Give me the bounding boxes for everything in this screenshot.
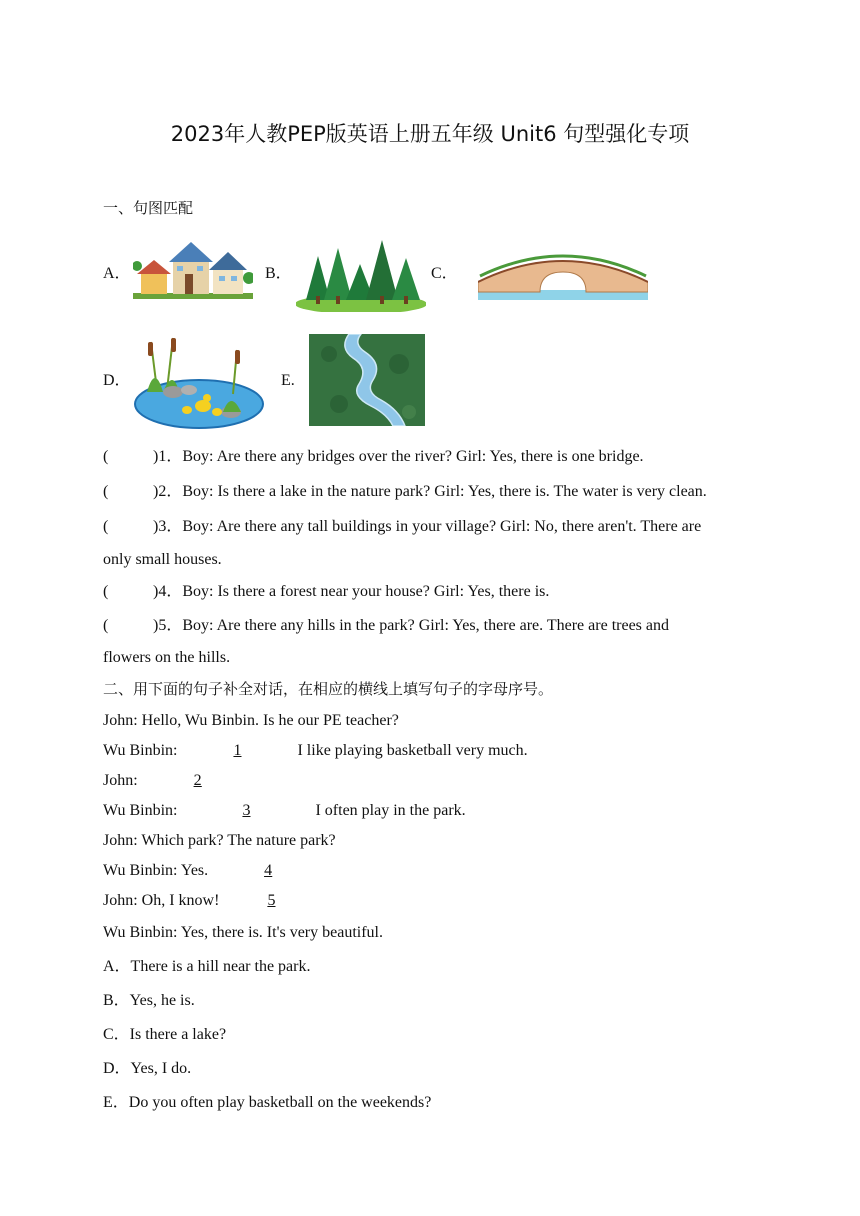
- dialogue-line-1: John: Hello, Wu Binbin. Is he our PE teacher?: [103, 712, 399, 729]
- answer-blank-5[interactable]: 5: [267, 892, 276, 909]
- option-c-label: C．: [431, 265, 458, 282]
- match-item-2: [103, 482, 707, 502]
- choice-d: D．Yes, I do.: [103, 1060, 192, 1077]
- answer-blank-3[interactable]: 3: [242, 802, 251, 819]
- answer-paren[interactable]: (: [103, 617, 109, 634]
- dialogue-line-6: [103, 861, 324, 881]
- page-title: 2023年人教PEP版英语上册五年级 Unit6 句型强化专项: [170, 122, 690, 146]
- speaker: John: Oh, I know!: [103, 892, 224, 909]
- match-item-4: [103, 582, 549, 602]
- item-text: Boy: Are there any tall buildings in your village? Girl: No, there aren't. There are: [182, 518, 702, 535]
- bridge-icon: [478, 246, 648, 300]
- answer-paren[interactable]: (: [103, 448, 109, 465]
- item-text: Boy: Is there a forest near your house? Girl: Yes, there is.: [182, 583, 550, 600]
- speaker: Wu Binbin: Yes.: [103, 862, 213, 879]
- dialogue-line-5: John: Which park? The nature park?: [103, 832, 336, 849]
- section1-heading: 一、句图匹配: [103, 199, 194, 217]
- match-item-5: [103, 616, 669, 636]
- dialogue-text: I often play in the park.: [311, 802, 466, 819]
- match-item-3-continued: only small houses.: [103, 551, 222, 568]
- item-text: Boy: Are there any hills in the park? Girl: Yes, there are. There are trees and: [182, 617, 669, 634]
- choice-e: E．Do you often play basketball on the weekends?: [103, 1094, 432, 1111]
- answer-blank-2[interactable]: 2: [193, 772, 202, 789]
- item-number: )3．: [153, 518, 183, 535]
- forest-icon: [296, 234, 426, 312]
- match-item-5-continued: flowers on the hills.: [103, 649, 231, 666]
- answer-paren[interactable]: (: [103, 518, 109, 535]
- item-number: )2．: [153, 483, 183, 500]
- item-number: )1．: [153, 448, 183, 465]
- answer-paren[interactable]: (: [103, 583, 109, 600]
- dialogue-line-3: [103, 771, 254, 791]
- item-number: )4．: [153, 583, 183, 600]
- river-icon: [309, 334, 425, 426]
- item-text: Boy: Is there a lake in the nature park? Girl: Yes, there is. The water is very clean.: [182, 483, 707, 500]
- dialogue-line-7: [103, 891, 319, 911]
- speaker: Wu Binbin:: [103, 742, 182, 759]
- answer-paren[interactable]: (: [103, 483, 109, 500]
- option-e-label: E.: [281, 372, 295, 389]
- dialogue-line-2: [103, 741, 528, 761]
- answer-blank-4[interactable]: 4: [264, 862, 273, 879]
- option-a-label: A．: [103, 265, 131, 282]
- choice-b: B．Yes, he is.: [103, 992, 195, 1009]
- speaker: Wu Binbin:: [103, 802, 182, 819]
- option-b-label: B．: [265, 265, 292, 282]
- match-item-3: [103, 517, 701, 537]
- item-text: Boy: Are there any bridges over the river? Girl: Yes, there is one bridge.: [182, 448, 644, 465]
- answer-blank-1[interactable]: 1: [233, 742, 242, 759]
- choice-c: C．Is there a lake?: [103, 1026, 227, 1043]
- option-d-label: D．: [103, 372, 131, 389]
- lake-icon: [133, 334, 265, 430]
- dialogue-text: I like playing basketball very much.: [293, 742, 528, 759]
- dialogue-line-8: Wu Binbin: Yes, there is. It's very beautiful.: [103, 924, 383, 941]
- choice-a: A．There is a hill near the park.: [103, 958, 311, 975]
- match-item-1: [103, 447, 644, 467]
- village-icon: [133, 238, 253, 302]
- section2-heading: 二、用下面的句子补全对话，在相应的横线上填写句子的字母序号。: [103, 680, 554, 698]
- item-number: )5．: [153, 617, 183, 634]
- dialogue-line-4: [103, 801, 466, 821]
- speaker: John:: [103, 772, 142, 789]
